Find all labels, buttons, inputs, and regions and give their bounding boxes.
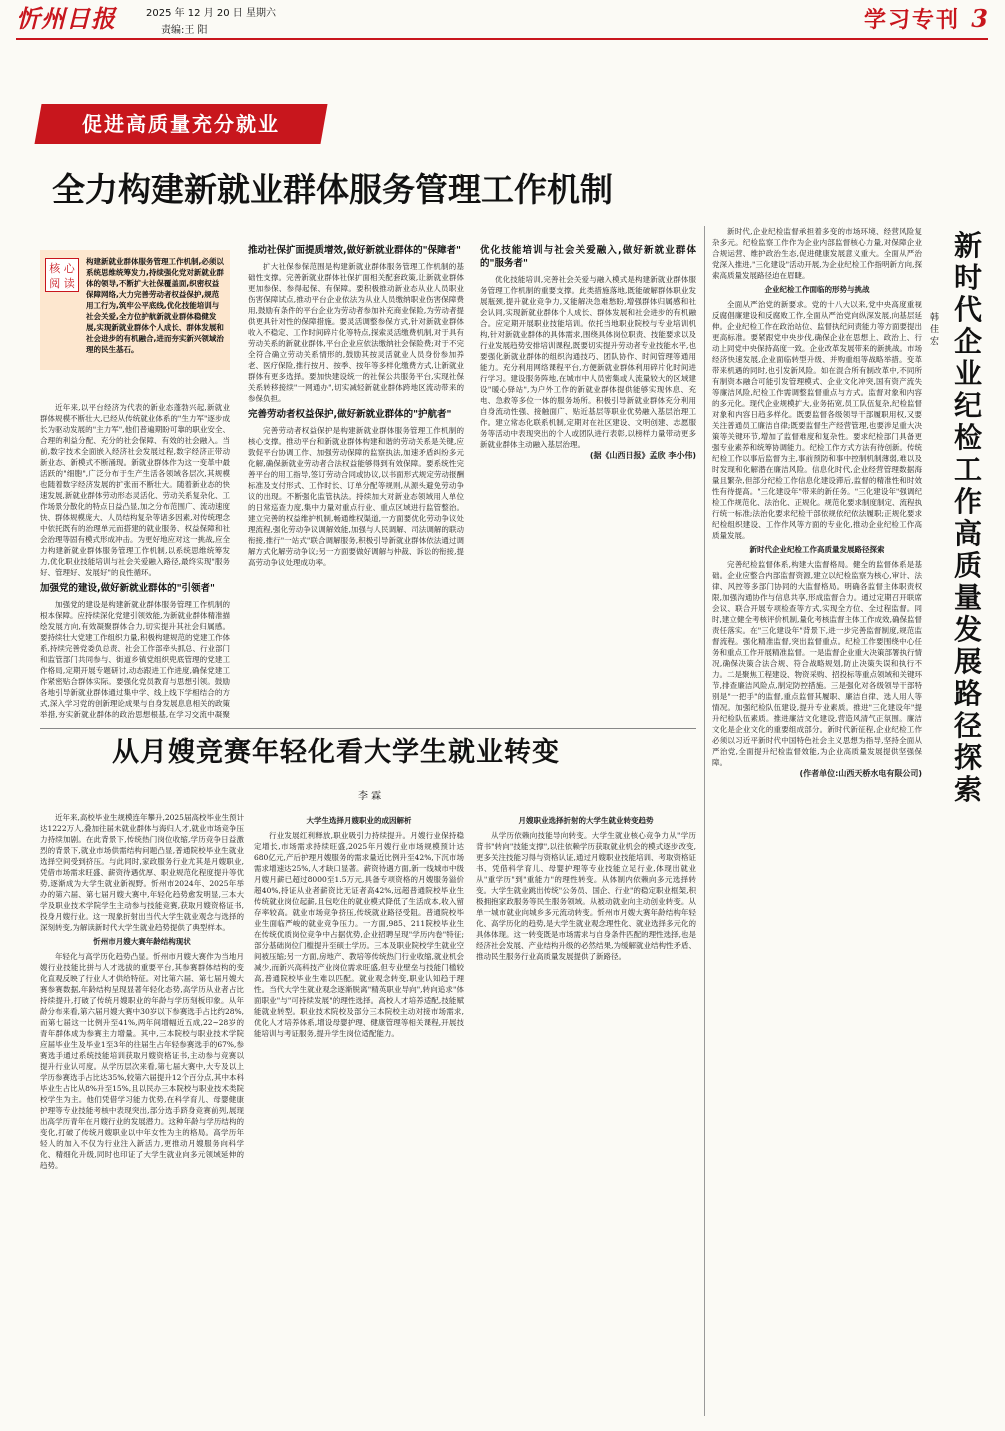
section-banner [34, 104, 327, 144]
core-reading-text: 构建新就业群体服务管理工作机制,必须以系统思维统筹发力,持续强化党对新就业群体的领导,不断扩大社保覆盖面,织密权益保障网络,大力完善劳动者权益保护,规范用工行为,筑牢公平底线,优化技能培训与社会关爱,全方位护航新就业群体稳健发展,实现新就业群体个人成长、群体发展和社会进步的有机融合,进而夯实新兴领域治理的民生基石。 [86, 257, 224, 354]
article3-subhead-1: 企业纪检工作面临的形势与挑战 [764, 285, 870, 294]
article1-section2-text: 扩大社保参保范围是构建新就业群体服务管理工作机制的基础性支撑。完善新就业群体社保扩面相关配套政策,让新就业群体更加参保、参得起保、有保障。要积极推动新业态从业人员职业伤害保障试点,推动平台企业依法为从业人员缴纳职业伤害保障费用,鼓励有条件的平台企业为劳动者参加补充商业保险,为劳动者提供更具针对性的保障措施。要灵活调整参保方式,针对新就业群体收入不稳定、工作时间碎片化等特点,探索灵活缴费机制,对于具有劳动关系的新就业群体,平台企业应依法缴纳社会保险费;对于不完全符合确立劳动关系情形的,鼓励其按灵活就业人员身份参加养老、医疗保险,推行按月、按季、按年等多样化缴费方式,让新就业群体有更多选择。要加快建设统一的社保公共服务平台,实现社保关系转移接续"一网通办",切实减轻新就业群体跨地区流动带来的参保负担。 [248, 262, 464, 403]
article2-intro: 近年来,高校毕业生规模连年攀升,2025届高校毕业生预计达1222万人,叠加往届未就业群体与海归人才,就业市场竞争压力持续加剧。在此背景下,传统热门岗位收缩,学历竞争日益激烈的背景下,就业市场供需结构问题凸显,普通院校毕业生就业选择空间受到挤压。与此同时,家政服务行业尤其是月嫂职业,凭借市场需求旺盛、薪资待遇优厚、职业规范化程度提升等优势,逐渐成为大学生就业新视野。忻州市2024年、2025年举办的第六届、第七届月嫂大赛中,年轻化趋势愈发明显,三本大学及职业技术学院学生主动参与技能竞赛,获取月嫂资格证书,投身月嫂行业。这一现象折射出当代大学生就业观念与选择的深刻转变,为解读新时代大学生就业趋势提供了典型样本。 [40, 813, 244, 932]
article2-subhead-2: 大学生选择月嫂职业的成因解析 [306, 816, 412, 825]
column-name: 学习专刊 [863, 8, 960, 33]
article2-author: 李 霖 [358, 791, 382, 802]
article1-subhead-3: 完善劳动者权益保护,做好新就业群体的"护航者" [248, 409, 452, 420]
article2-subhead-1: 忻州市月嫂大赛年龄结构现状 [93, 937, 191, 946]
article2-section3-text: 从学历依赖向技能导向转变。大学生就业核心竞争力从"学历背书"转向"技能支撑",以往依赖学历获取就业机会的模式逐步改变,更多关注技能习得与资格认证,通过月嫂职业技能培训、考取资格证书、凭借科学育儿、母婴护理等专业技能立足行业,体现出就业从"重学历"到"重能力"的理性转变。从体制内依赖向多元选择转变。大学生就业跳出传统"公务员、国企、行业"的稳定职业框架,积极拥抱家政服务等民生服务领域。从被动就业向主动创业转变。从单一城市就业向城乡多元流动转变。忻州市月嫂大赛年龄结构年轻化、高学历化的趋势,是大学生就业观念理性化、就业选择多元化的具体体现。这一转变既是市场需求与自身条件匹配的理性选择,也是经济社会发展、产业结构升级的必然结果,为缓解就业结构性矛盾、推动民生服务行业高质量发展提供了新路径。 [476, 831, 696, 961]
article3-subhead-2: 新时代企业纪检工作高质量发展路径探索 [749, 545, 885, 554]
article3-intro: 新时代,企业纪检监督承担着多变的市场环境、经营风险复杂多元。纪检监察工作作为企业内部监督核心力量,对保障企业合规运营、维护政治生态,促进健康发展意义重大。全面从严治党深入推进,"三化建设"活动开展,为企业纪检工作指明新方向,探索高质量发展路径迫在眉睫。 [712, 227, 922, 280]
issue-date: 2025 年 12 月 20 日 星期六 [146, 8, 276, 19]
article3-section2-text: 完善纪检监督体系,构建大监督格局。健全的监督体系是基础。企业应整合内部监督资源,建立以纪检监察为核心,审计、法律、风控等多部门协同的大监督格局。明确各监督主体职责权限,加强沟通协作与信息共享,形成监督合力。通过定期召开联席会议、联合开展专项检查等方式,实现全方位、全过程监督。同时,建立健全考核评价机制,量化考核监督主体工作成效,确保监督责任落实。在"三化建设年"背景下,进一步完善监督制度,规范监督流程。强化精准监督,突出监督重点。纪检工作要围绕中心任务和重点工作开展精准监督。一是监督企业重大决策部署执行情况,确保决策合法合规、符合战略规划,防止决策失误和执行不力。二是聚焦工程建设、物资采购、招投标等重点领域和关键环节,排查廉洁风险点,制定防控措施。三是强化对各级领导干部特别是"一把手"的监督,重点监督其履职、廉洁自律、选人用人等情况。加强纪检队伍建设,提升专业素质。推进"三化建设年"提升纪检队伍素质。推进廉洁文化建设,营造风清气正氛围。廉洁文化是企业文化的重要组成部分。新时代新征程,企业纪检工作必须以习近平新时代中国特色社会主义思想为指导,坚持全面从严治党,全面提升纪检监督效能,为企业高质量发展提供坚强保障。 [712, 560, 922, 767]
core-reading-box [40, 250, 230, 370]
article2-title: 从月嫂竞赛年轻化看大学生就业转变 [112, 737, 560, 768]
article1-section1-text: 加强党的建设是构建新就业群体服务管理工作机制的根本保障。应持续深化党建引领效能,为新就业群体精准描绘发展方向,有效凝聚群体合力,切实提升其社会归属感。要持续壮大党建工作组织力量,积极构建规范的党建工作体系,持续完善党委负总责、社会工作部牵头抓总、行业部门和监管部门共同参与、街道乡镇党组织兜底管理的党建工作格局,定期开展专题研讨,动态跟进工作进度,确保党建工作紧密贴合群体实际。要强化党员教育与思想引领。鼓励各地引导新就业群体通过集中学、线上线下学相结合的方式,深入学习党的创新理论成果与自身发展息息相关的政策举措,夯实新就业群体的政治思想根基,在学习交流中凝聚 [40, 600, 230, 719]
article3-source: (作者单位:山西天桥水电有限公司) [799, 769, 922, 778]
article2-section1-text: 年轻化与高学历化趋势凸显。忻州市月嫂大赛作为当地月嫂行业技能比拼与人才选拔的重要平台,其参赛群体结构的变化直观反映了行业人才供给特征。对比第六届、第七届月嫂大赛参赛数据,年龄结构呈现显著年轻化态势,高学历从业者占比持续提升,打破了传统月嫂职业的年龄与学历刻板印象。从年龄分布来看,第六届月嫂大赛中30岁以下参赛选手占比约28%,而第七届这一比例升至41%,两年间增幅近五成,22~28岁的青年群体成为参赛主力增量。其中,三本院校与职业技术学院应届毕业生及毕业1至3年的往届生占年轻参赛选手的67%,参赛选手通过系统技能培训获取月嫂资格证书,主动参与竞赛以提升行业认可度。从学历层次来看,第七届大赛中,大专及以上学历参赛选手占比达35%,较第六届提升12个百分点,其中本科毕业生占比从8%升至15%,且以民办三本院校与职业技术类院校学生为主。他们凭借学习能力优势,在科学育儿、母婴健康护理等专业技能考核中表现突出,部分选手跻身竞赛前列,展现出高学历青年在月嫂行业的发展潜力。这种年龄与学历结构的变化,打破了传统月嫂职业以中年女性为主的格局。高学历年轻人的加入不仅为行业注入新活力,更推动月嫂服务向科学化、精细化升级,同时也印证了大学生就业向多元领域延伸的趋势。 [40, 952, 244, 1170]
article3-title: 新时代企业纪检工作高质量发展路径探索 [953, 229, 982, 806]
article2-section2-text: 行业发展红利释放,职业吸引力持续提升。月嫂行业保持稳定增长,市场需求持续旺盛,2025年月嫂行业市场规模预计达680亿元,产后护理月嫂服务的需求量近比例升至42%,下沉市场需求增速达25%,人才缺口显著。薪资待遇方面,新一线城市中级月嫂月薪已超过8000至1.5万元,具备专项资格的月嫂服务溢价超40%,持证从业者薪资比无证者高42%,远超普通院校毕业生传统就业岗位起薪,且包吃住的就业模式降低了生活成本,收入留存率较高。就业市场竞争挤压,传统就业路径受阻。普通院校毕业生面临严峻的就业竞争压力。一方面,985、211院校毕业生在传统优质岗位竞争中占据优势,企业招聘呈现"学历内卷"特征;部分基础岗位门槛提升至硕士学历。三本及职业院校学生就业空间被压缩;另一方面,房地产、教培等传统热门行业收缩,就业机会减少,而新兴高科技产业岗位需求旺盛,但专业壁垒与技能门槛较高,普通院校毕业生难以匹配。就业观念转变,职业认知趋于理性。当代大学生就业观念逐渐脱离"精英职业导向",转向追求"体面职业"与"可持续发展"的理性选择。高校人才培养适配,技能赋能就业转型。职业技术院校及部分三本院校主动对接市场需求,优化人才培养体系,增设母婴护理、健康管理等相关课程,开展技能培训与考证服务,提升学生岗位适配能力。 [254, 831, 464, 1038]
article1-subhead-2: 推动社保扩面提质增效,做好新就业群体的"保障者" [248, 245, 462, 256]
article2-col2 [254, 812, 464, 1422]
article2-col1 [40, 812, 244, 1422]
article1-title: 全力构建新就业群体服务管理工作机制 [52, 170, 613, 209]
article1-subhead-1: 加强党的建设,做好新就业群体的"引领者" [40, 583, 216, 594]
article1-source: (据《山西日报》孟欣 李小伟) [589, 451, 696, 460]
column-divider [704, 226, 705, 1416]
article3-col [712, 226, 922, 1414]
article1-col2 [248, 240, 464, 724]
article1-col1 [40, 402, 230, 720]
masthead [16, 4, 988, 40]
core-reading-label: 核 心 阅 读 [45, 258, 79, 292]
article2-col3 [476, 812, 696, 1422]
editor: 责编:王 阳 [161, 25, 208, 36]
section-banner-text: 促进高质量充分就业 [82, 112, 280, 136]
newspaper-logo: 忻州日报 [16, 4, 116, 33]
article1-col3 [480, 240, 696, 724]
article1-section4-text: 优化技能培训,完善社会关爱与融入模式是构建新就业群体服务管理工作机制的重要支撑。此类措施落地,既能破解群体职业发展瓶颈,提升就业竞争力,又能解决急难愁盼,增强群体归属感和社会认同,实现新就业群体个人成长、群体发展和社会进步的有机融合。应定期开展职业技能培训。依托当地职业院校与专业培训机构,针对新就业群体的具体需求,围绕具体岗位职责、技能要求以及行业发展趋势安排培训课程,既要切实提升劳动者专业技能水平,也要强化新就业群体的组织沟通技巧、团队协作、时间管理等通用能力。充分利用网络课程平台,方便新就业群体利用碎片化时间进行学习。建设服务阵地,在城市中人员密集或人流量较大的区域建设"暖心驿站",为户外工作的新就业群体提供能够实现休息、充电、急救等多位一体的服务场所。积极引导新就业群体充分利用自身流动性强、接触面广、贴近基层等职业优势融入基层治理工作。建立常态化联系机制,定期对在社区建设、文明创建、志愿服务等活动中表现突出的个人或团队进行表彰,以榜样力量带动更多新就业群体主动融入基层治理。 [480, 275, 696, 449]
article3-section1-text: 全面从严治党的新要求。党的十八大以来,党中央高度重视反腐倡廉建设和反腐败工作,全面从严治党向纵深发展,向基层延伸。企业纪检工作在政治站位、监督执纪问责能力等方面要提出更高标准。要紧跟党中央步伐,确保企业在思想上、政治上、行动上同党中央保持高度一致。企业改革发展带来的新挑战。市场经济快速发展,企业面临转型升级、并购重组等战略举措。变革带来机遇的同时,也引发新风险。如在混合所有制改革中,不同所有制资本融合可能引发管理模式、企业文化冲突,国有资产流失等廉洁风险,纪检工作需调整监督重点与方式。监督对象和内容的多元化。现代企业规模扩大,业务拓宽,员工队伍复杂,纪检监督对象和内容日趋多样化。既要监督各级领导干部履职用权,又要关注普通员工廉洁自律;既要监督生产经营管理,也要涉足重大决策等关键环节,增加了监督难度和复杂性。要求纪检部门具备更强专业素养和统筹协调能力。纪检工作方式方法有待创新。传统纪检工作以事后监督为主,事前预防和事中控制机制薄弱,难以及时发现和化解潜在廉洁风险。信息化时代,企业经营管理数据海量且繁杂,但部分纪检工作信息化建设滞后,监督的精准性和时效性有待提高。"三化建设年"带来的新任务。"三化建设年"强调纪检工作规范化、法治化、正规化。规范化要求制度制定、流程执行统一标准;法治化要求纪检干部依规依纪依法履职;正规化要求纪检组织建设、工作作风等方面的专业化,推动企业纪检工作高质量发展。 [712, 300, 922, 540]
article1-section3-text: 完善劳动者权益保护是构建新就业群体服务管理工作机制的核心支撑。推动平台和新就业群体构建和谐的劳动关系是关键,应敦促平台协调工作、加强劳动保障的监察执法,加速矛盾纠纷多元化解,确保新就业劳动者合法权益能够得到有效保障。要系统性完善平台的用工指导,签订劳动合同或协议,以书面形式规定劳动报酬标准及支付形式、工作时长、订单分配等规则,从源头避免劳动争议的出现。不断强化监管执法。持续加大对新业态领域用人单位的日常巡查力度,集中力量对重点行业、重点区域进行监管整治。建立完善的权益维护机制,畅通维权渠道,一方面要优化劳动争议处理流程,强化劳动争议调解效能,加强与人民调解、司法调解的联动衔接,推行"一站式"联合调解服务,积极引导新就业群体依法通过调解方式化解劳动争议;另一方面要做好调解与仲裁、诉讼的衔接,提高劳动争议处理成功率。 [248, 426, 464, 567]
page-number: 3 [971, 4, 988, 33]
article3-author: 韩佳宏 [930, 313, 940, 347]
divider [40, 728, 696, 729]
article1-subhead-4: 优化技能培训与社会关爱融入,做好新就业群体的"服务者" [480, 245, 696, 269]
article1-intro: 近年来,以平台经济为代表的新业态蓬勃兴起,新就业群体规模不断壮大,已经从传统就业体系的"生力军"逐步成长为驱动发展的"主力军",他们普遍期盼可靠的职业安全、合理的利益分配、充分的社会保障、有效的社会融入。当前,数字技术全面嵌入经济社会发展过程,数字经济正带动新业态、新模式不断涌现。新就业群体作为这一变革中最活跃的"细胞",广泛分布于生产生活各领域各层次,其规模也随着数字经济发展的扩张而不断壮大。随着新业态的快速发展,新就业群体劳动形态灵活化、劳动关系复杂化、工作场景分散化的特点日益凸显,加之分布范围广、流动速度快、群体规模庞大、人员结构复杂等诸多因素,对传统理念中依托既有的治理单元而搭建的就业服务、权益保障和社会治理等固有模式形成冲击。为更好地应对这一挑战,应全力构建新就业群体服务管理工作机制,以系统思维统筹发力,优化职业技能培训与社会关爱融入路径,最终实现"服务好、管理好、发展好"的良性循环。 [40, 403, 230, 577]
article2-subhead-3: 月嫂职业选择折射的大学生就业转变趋势 [518, 816, 654, 825]
